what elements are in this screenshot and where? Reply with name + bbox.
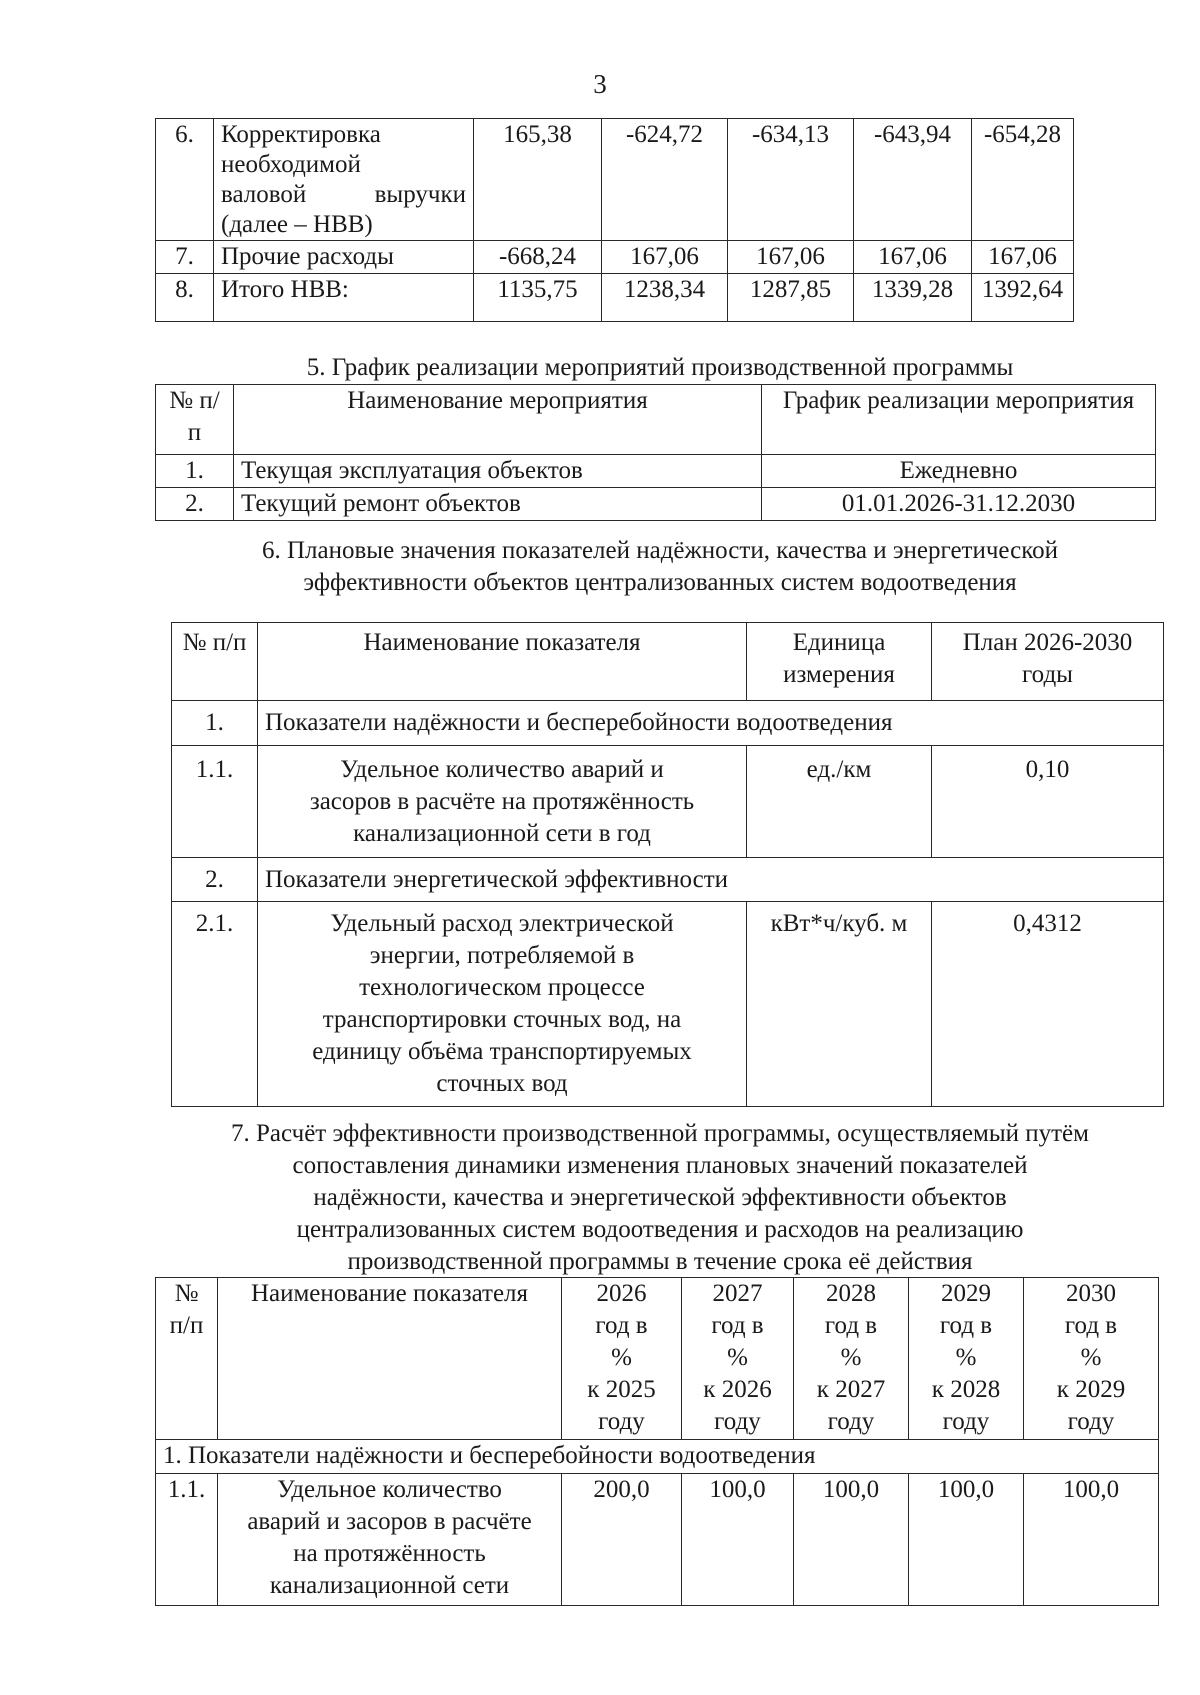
value-cell: -624,72 <box>602 119 728 241</box>
table-row <box>156 119 1074 241</box>
row-schedule: Ежедневно <box>762 455 1156 488</box>
value-cell: 100,0 <box>682 1474 794 1606</box>
group-row <box>156 1440 1159 1474</box>
header-name: Наименование мероприятия <box>234 385 762 455</box>
row-number: 1.1. <box>156 1474 218 1606</box>
table-row <box>156 241 1074 274</box>
value-cell: -668,24 <box>474 241 602 274</box>
row-value: 0,10 <box>932 746 1164 858</box>
row-number: 8. <box>156 274 214 322</box>
row-number: 1.1. <box>172 746 258 858</box>
group-title: 1. Показатели надёжности и бесперебойности водоотведения <box>156 1440 1159 1474</box>
header-year: 2029 год в % к 2028 году <box>909 1278 1024 1440</box>
group-row <box>172 701 1164 746</box>
schedule-table <box>155 384 1156 521</box>
value-cell: 165,38 <box>474 119 602 241</box>
row-name: Итого НВВ: <box>214 274 474 322</box>
header-num: № п/п <box>156 1278 218 1440</box>
row-number: 1. <box>156 455 234 488</box>
row-value: 0,4312 <box>932 902 1164 1107</box>
value-cell: -634,13 <box>728 119 854 241</box>
indicators-table <box>171 622 1164 1107</box>
table-row <box>156 488 1156 521</box>
header-name: Наименование показателя <box>258 623 747 701</box>
row-name: Удельный расход электрической энергии, потребляемой в технологическом процессе транспортировки сточных вод, на единицу объёма транспортируемых сточных вод <box>258 902 747 1107</box>
table-header-row <box>156 385 1156 455</box>
header-year: 2027 год в % к 2026 году <box>682 1278 794 1440</box>
group-title: Показатели энергетической эффективности <box>258 858 1164 902</box>
row-name: Текущая эксплуатация объектов <box>234 455 762 488</box>
row-number: 2.1. <box>172 902 258 1107</box>
row-unit: ед./км <box>747 746 932 858</box>
value-cell: 167,06 <box>602 241 728 274</box>
header-schedule: График реализации мероприятия <box>762 385 1156 455</box>
row-number: 7. <box>156 241 214 274</box>
header-unit: Единица измерения <box>747 623 932 701</box>
value-cell: 200,0 <box>562 1474 682 1606</box>
header-year: 2030 год в % к 2029 году <box>1024 1278 1159 1440</box>
row-schedule: 01.01.2026-31.12.2030 <box>762 488 1156 521</box>
value-cell: 100,0 <box>1024 1474 1159 1606</box>
table-header-row <box>172 623 1164 701</box>
value-cell: 1287,85 <box>728 274 854 322</box>
section5-title: 5. График реализации мероприятий производственной программы <box>306 354 1014 381</box>
row-number: 2. <box>172 858 258 902</box>
value-cell: 167,06 <box>972 241 1074 274</box>
section6-title: 6. Плановые значения показателей надёжности, качества и энергетической эффективности объектов централизованных систем водоотведения <box>261 537 1059 596</box>
value-cell: -643,94 <box>854 119 972 241</box>
nvv-table <box>155 118 1074 322</box>
page-number: 3 <box>593 69 607 99</box>
table-row <box>156 274 1074 322</box>
header-num: № п/п <box>156 385 234 455</box>
value-cell: 167,06 <box>854 241 972 274</box>
header-plan: План 2026-2030 годы <box>932 623 1164 701</box>
value-cell: 1238,34 <box>602 274 728 322</box>
row-number: 2. <box>156 488 234 521</box>
value-cell: 1135,75 <box>474 274 602 322</box>
group-row <box>172 858 1164 902</box>
section7-title: 7. Расчёт эффективности производственной программы, осуществляемый путём сопоставления динамики изменения плановых значений показателей надёжности, качества и энергетической эффективности объектов централизованных систем водоотведения и расходов на реализацию производственной программы в течение срока её действия <box>231 1120 1089 1275</box>
table-row <box>172 902 1164 1107</box>
header-num: № п/п <box>172 623 258 701</box>
value-cell: 1339,28 <box>854 274 972 322</box>
table-row <box>172 746 1164 858</box>
row-unit: кВт*ч/куб. м <box>747 902 932 1107</box>
header-year: 2028 год в % к 2027 году <box>794 1278 909 1440</box>
row-name: Удельное количество аварий и засоров в расчёте на протяжённость канализационной сети в год <box>258 746 747 858</box>
row-name: Удельное количество аварий и засоров в расчёте на протяжённость канализационной сети <box>218 1474 562 1606</box>
row-name: Корректировка необходимой валовой выручки (далее – НВВ) <box>214 119 474 241</box>
table-header-row <box>156 1278 1159 1440</box>
efficiency-table <box>155 1277 1159 1606</box>
group-title: Показатели надёжности и бесперебойности водоотведения <box>258 701 1164 746</box>
table-row <box>156 1474 1159 1606</box>
value-cell: 100,0 <box>794 1474 909 1606</box>
row-name: Текущий ремонт объектов <box>234 488 762 521</box>
header-name: Наименование показателя <box>218 1278 562 1440</box>
header-year: 2026 год в % к 2025 году <box>562 1278 682 1440</box>
row-name: Прочие расходы <box>214 241 474 274</box>
value-cell: -654,28 <box>972 119 1074 241</box>
row-number: 1. <box>172 701 258 746</box>
value-cell: 1392,64 <box>972 274 1074 322</box>
value-cell: 100,0 <box>909 1474 1024 1606</box>
row-number: 6. <box>156 119 214 241</box>
table-row <box>156 455 1156 488</box>
value-cell: 167,06 <box>728 241 854 274</box>
